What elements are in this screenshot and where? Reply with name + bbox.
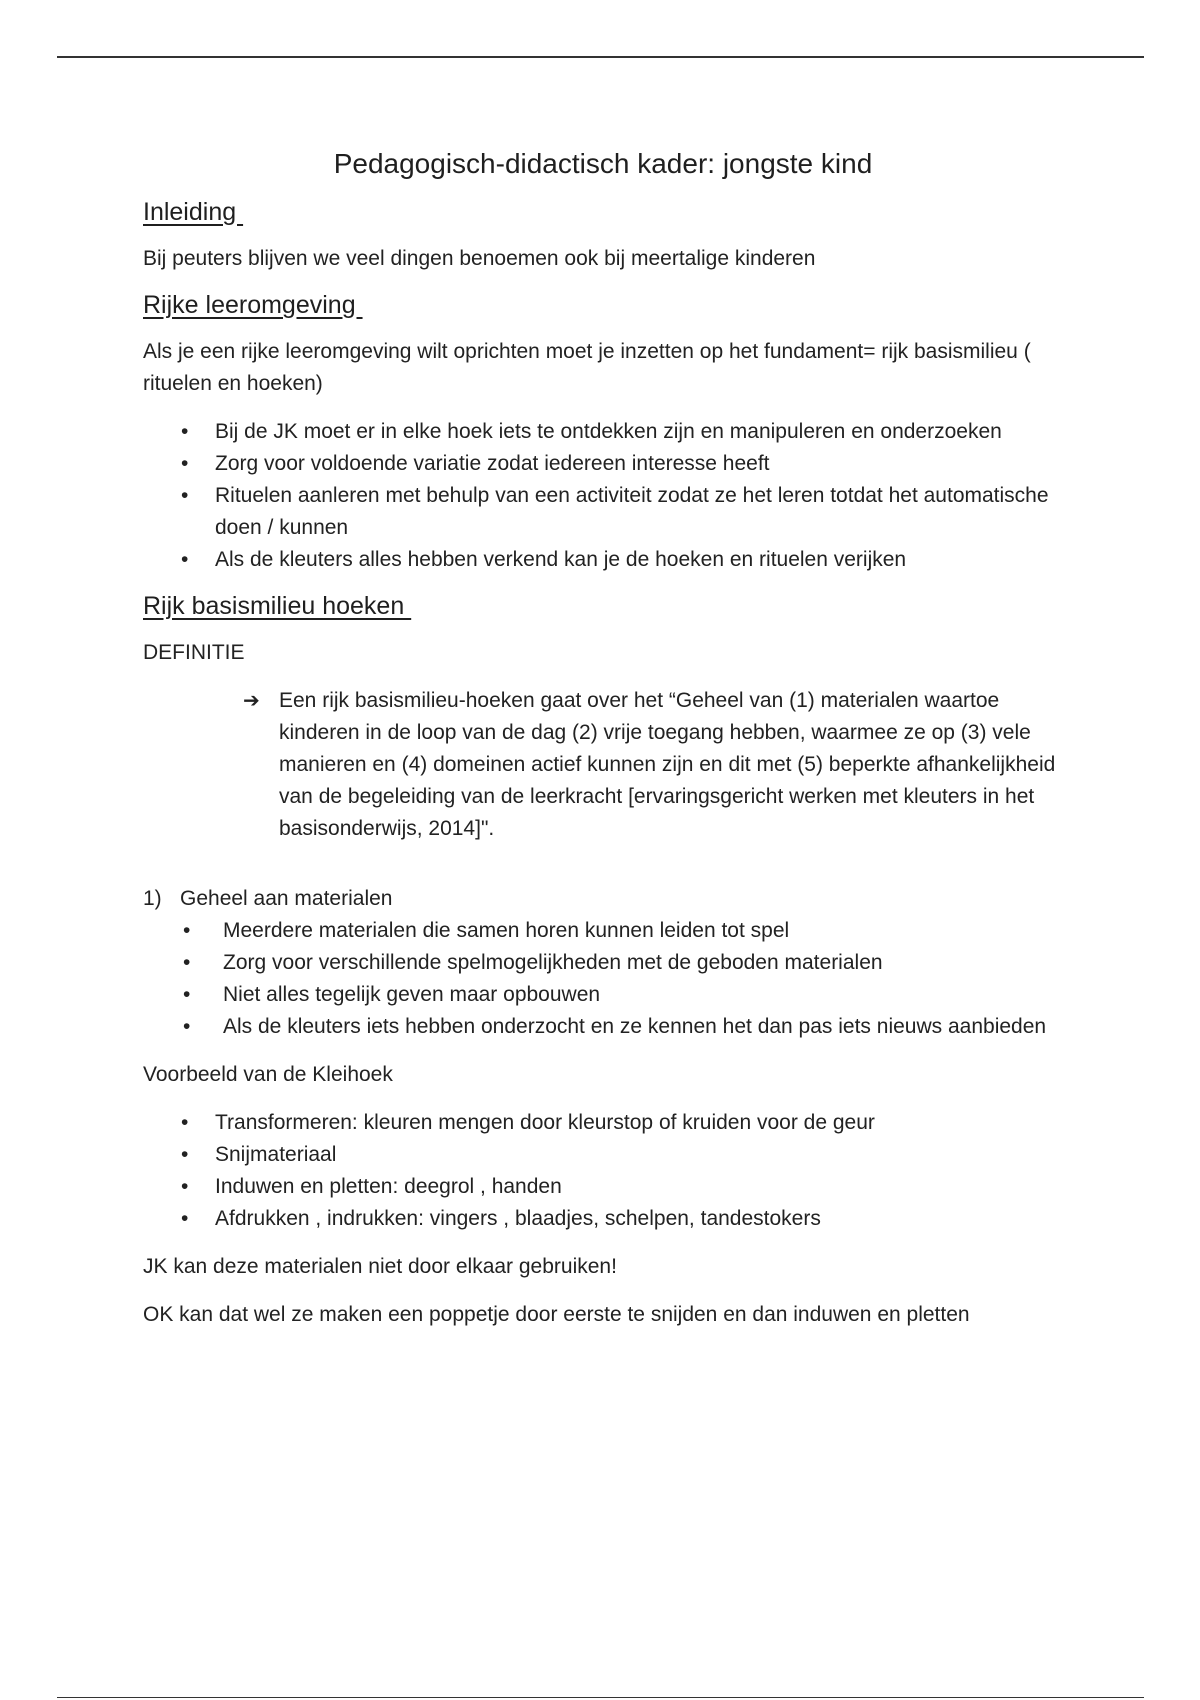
list-item: • Bij de JK moet er in elke hoek iets te ontdekken zijn en manipuleren en onderzoeken: [215, 416, 1063, 448]
number-marker: 1): [143, 887, 162, 910]
list-item: • Transformeren: kleuren mengen door kleurstop of kruiden voor de geur: [215, 1107, 1063, 1139]
heading-rijke-leeromgeving: Rijke leeromgeving: [143, 291, 363, 319]
list-item: • Meerdere materialen die samen horen kunnen leiden tot spel: [223, 915, 1063, 947]
list-item: • Als de kleuters alles hebben verkend kan je de hoeken en rituelen verijken: [215, 544, 1063, 576]
materialen-list: [143, 915, 1063, 1043]
numbered-item-title: Geheel aan materialen: [180, 887, 393, 910]
kleihoek-list: [143, 1107, 1063, 1235]
list-item: • Induwen en pletten: deegrol , handen: [215, 1171, 1063, 1203]
numbered-item: [143, 883, 1063, 915]
definition-text: Een rijk basismilieu-hoeken gaat over het “Geheel van (1) materialen waartoe kinderen in de loop van de dag (2) vrije toegang hebben, waarmee ze op (3) vele manieren en (4) domeinen actief kunnen zijn en dit met (5) beperkte afhankelijkheid van de begeleiding van de leerkracht [ervaringsgericht werken met kleuters in het basisonderwijs, 2014]".: [279, 689, 1056, 840]
inleiding-text: Bij peuters blijven we veel dingen benoemen ook bij meertalige kinderen: [143, 247, 816, 270]
arrow-right-icon: ➔: [243, 690, 260, 712]
list-item: • Afdrukken , indrukken: vingers , blaadjes, schelpen, tandestokers: [215, 1203, 1063, 1235]
footer-rule: [57, 1697, 1144, 1698]
note-jk: JK kan deze materialen niet door elkaar gebruiken!: [143, 1255, 617, 1278]
list-item: • Rituelen aanleren met behulp van een activiteit zodat ze het leren totdat het automatische doen / kunnen: [215, 480, 1063, 544]
list-item: • Zorg voor voldoende variatie zodat iedereen interesse heeft: [215, 448, 1063, 480]
leeromgeving-list: [143, 416, 1063, 576]
list-item: • Zorg voor verschillende spelmogelijkheden met de geboden materialen: [223, 947, 1063, 979]
definition-block: [143, 685, 1063, 845]
header-rule: [57, 56, 1144, 58]
definition-label: DEFINITIE: [143, 641, 245, 664]
list-item: • Snijmateriaal: [215, 1139, 1063, 1171]
note-ok: OK kan dat wel ze maken een poppetje door eerste te snijden en dan induwen en pletten: [143, 1303, 970, 1326]
leeromgeving-intro: Als je een rijke leeromgeving wilt oprichten moet je inzetten op het fundament= rijk basismilieu ( rituelen en hoeken): [143, 340, 1031, 395]
page-title: Pedagogisch-didactisch kader: jongste kind: [333, 148, 873, 179]
list-item: • Niet alles tegelijk geven maar opbouwen: [223, 979, 1063, 1011]
heading-rijk-basismilieu-hoeken: Rijk basismilieu hoeken: [143, 592, 412, 620]
heading-inleiding: Inleiding: [143, 198, 244, 226]
list-item: • Als de kleuters iets hebben onderzocht en ze kennen het dan pas iets nieuws aanbieden: [223, 1011, 1063, 1043]
document-page: [143, 140, 1063, 1347]
example-title: Voorbeeld van de Kleihoek: [143, 1063, 393, 1086]
